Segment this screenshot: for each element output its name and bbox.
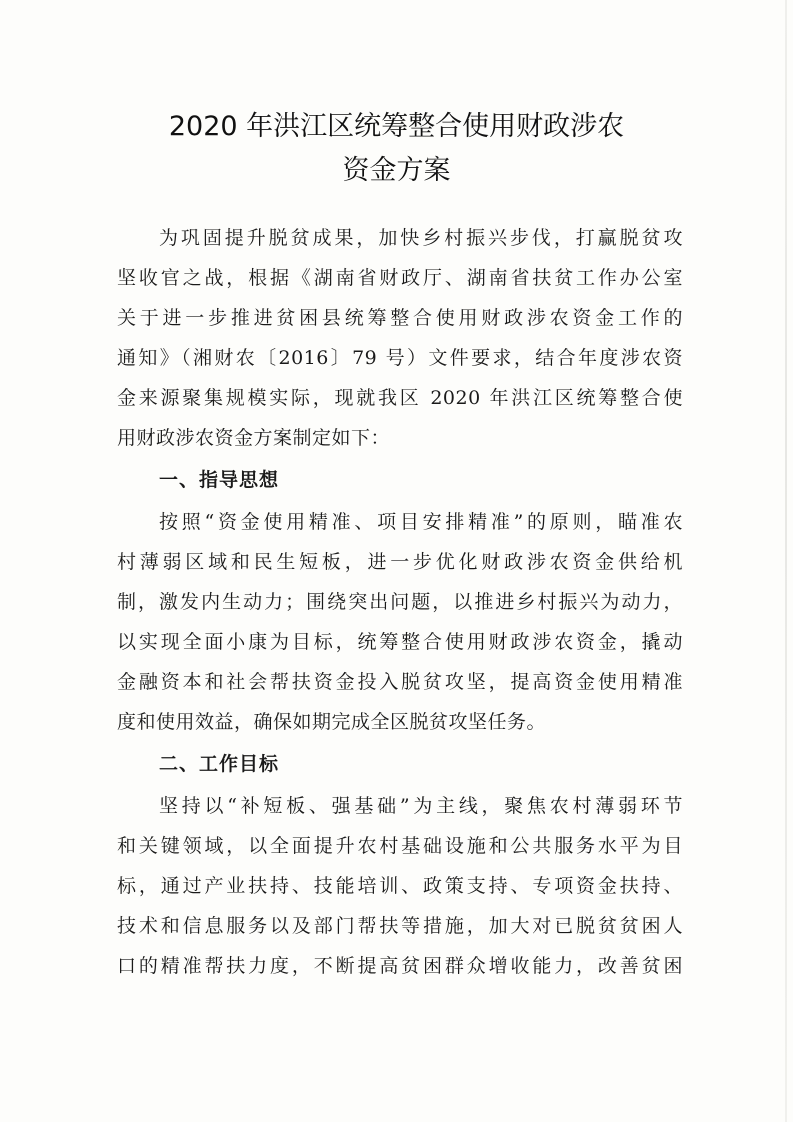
paragraph-line: 坚持以“补短板、强基础”为主线，聚焦农村薄弱环节 [159,795,683,817]
paragraph-line: 金来源聚集规模实际，现就我区 2020 年洪江区统筹整合使 [117,387,683,409]
paragraph-line: 按照“资金使用精准、项目安排精准”的原则，瞄准农 [159,511,683,533]
paragraph-line: 关于进一步推进贫困县统筹整合使用财政涉农资金工作的 [117,307,683,329]
paragraph-line: 技术和信息服务以及部门帮扶等措施，加大对已脱贫贫困人 [117,915,683,937]
paragraph-line: 坚收官之战，根据《湖南省财政厅、湖南省扶贫工作办公室 [117,267,683,289]
document-title-line-2: 资金方案 [342,155,451,186]
paragraph-line: 制，激发内生动力；围绕突出问题，以推进乡村振兴为动力， [117,591,683,613]
paragraph-line: 度和使用效益，确保如期完成全区脱贫攻坚任务。 [117,711,547,733]
section-heading-1: 一、指导思想 [159,469,280,491]
paragraph-line: 为巩固提升脱贫成果，加快乡村振兴步伐，打赢脱贫攻 [159,227,683,249]
paragraph-line: 用财政涉农资金方案制定如下： [117,427,391,449]
scan-edge-shadow [785,0,787,1122]
paragraph-line: 村薄弱区域和民生短板，进一步优化财政涉农资金供给机 [117,551,683,573]
paragraph-line: 标，通过产业扶持、技能培训、政策支持、专项资金扶持、 [117,875,683,897]
section-heading-2: 二、工作目标 [159,753,280,775]
paragraph-line: 金融资本和社会帮扶资金投入脱贫攻坚，提高资金使用精准 [117,671,683,693]
paragraph-line: 口的精准帮扶力度，不断提高贫困群众增收能力，改善贫困 [117,955,683,977]
paragraph-line: 和关键领域，以全面提升农村基础设施和公共服务水平为目 [117,835,683,857]
paragraph-line: 通知》（湘财农〔2016〕79 号）文件要求，结合年度涉农资 [117,347,683,369]
document-title-line-1: 2020 年洪江区统筹整合使用财政涉农 [168,111,625,142]
paragraph-line: 以实现全面小康为目标，统筹整合使用财政涉农资金，撬动 [117,631,683,653]
